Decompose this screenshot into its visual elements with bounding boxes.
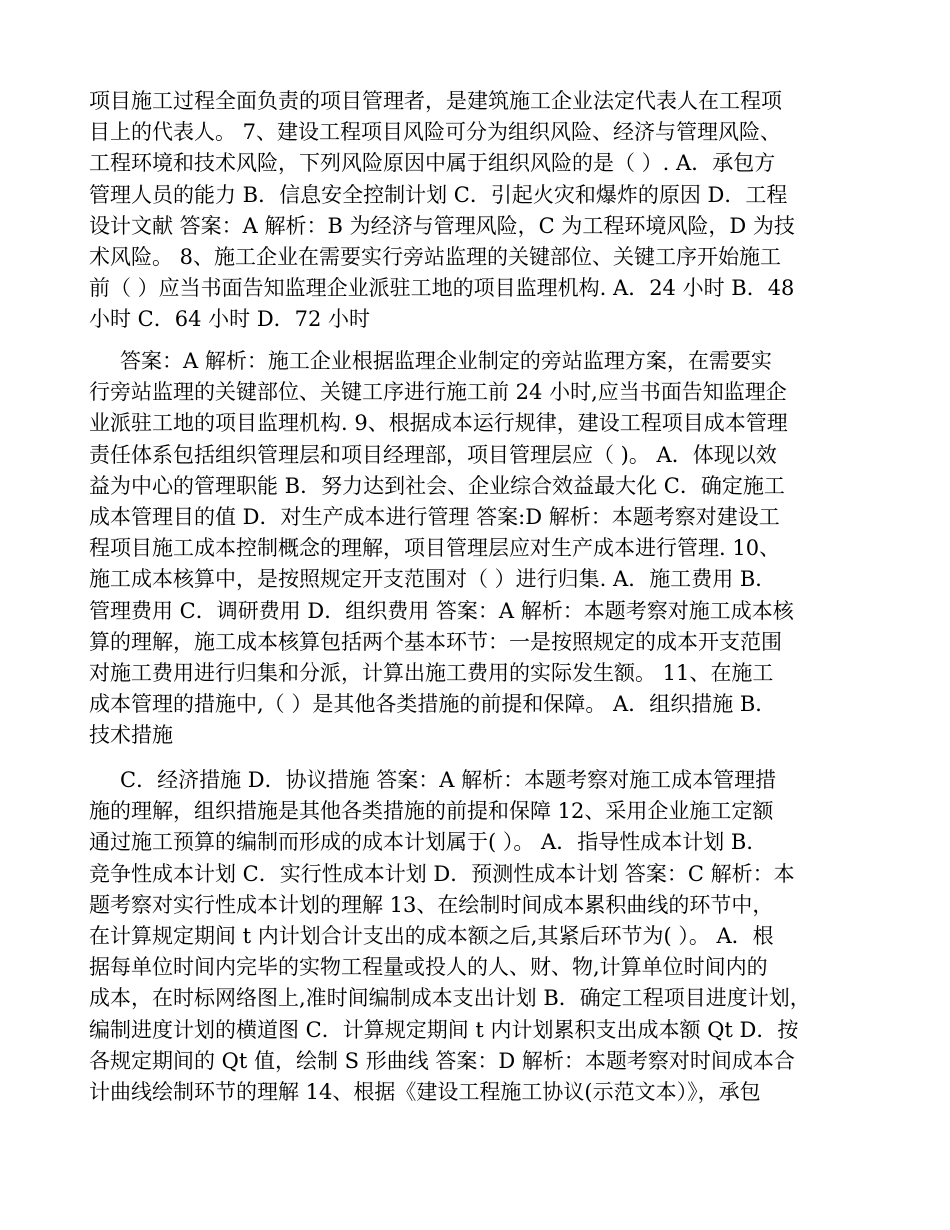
text-line: 管理费用 C．调研费用 D．组织费用 答案：A 解析：本题考察对施工成本核	[89, 598, 794, 623]
text-line: 在计算规定期间 t 内计划合计支出的成本额之后,其紧后环节为( ）。 A．根	[89, 924, 774, 949]
text-line: 竞争性成本计划 C．实行性成本计划 D．预测性成本计划 答案：C 解析：本	[89, 861, 795, 886]
text-line: C．经济措施 D．协议措施 答案：A 解析：本题考察对施工成本管理措	[120, 768, 777, 792]
text-line: 管理人员的能力 B．信息安全控制计划 C．引起火灾和爆炸的原因 D．工程	[89, 182, 788, 207]
text-line: 对施工费用进行归集和分派，计算出施工费用的实际发生额。 11、在施工	[89, 661, 774, 686]
text-line: 技术措施	[89, 723, 173, 748]
paragraph-3	[89, 765, 879, 1108]
text-line: 业派驻工地的项目监理机构. 9、根据成本运行规律，建设工程项目成本管理	[89, 411, 788, 436]
text-line: 工程环境和技术风险，下列风险原因中属于组织风险的是（ ）. A．承包方	[89, 151, 776, 176]
text-line: 施工成本核算中，是按照规定开支范围对（ ）进行归集. A．施工费用 B．	[89, 567, 777, 592]
text-line: 算的理解，施工成本核算包括两个基本环节：一是按照规定的成本开支范围	[89, 629, 782, 654]
text-line: 设计文献 答案：A 解析：B 为经济与管理风险，C 为工程环境风险，D 为技	[89, 213, 795, 238]
text-line: 责任体系包括组织管理层和项目经理部，项目管理层应（ )。 A．体现以效	[89, 442, 777, 467]
text-line: 成本，在时标网络图上,准时间编制成本支出计划 B．确定工程项目进度计划，	[89, 986, 811, 1011]
text-line: 计曲线绘制环节的理解 14、根据《建设工程施工协议(示范文本）》，承包	[89, 1080, 761, 1105]
text-line: 据每单位时间内完毕的实物工程量或投人的人、财、物,计算单位时间内的	[89, 955, 768, 980]
text-line: 术风险。 8、施工企业在需要实行旁站监理的关键部位、关键工序开始施工	[89, 245, 782, 270]
text-line: 小时 C．64 小时 D．72 小时	[89, 307, 371, 332]
text-line: 行旁站监理的关键部位、关键工序进行施工前 24 小时,应当书面告知监理企	[89, 380, 787, 405]
text-line: 成本管理目的值 D．对生产成本进行管理 答案:D 解析：本题考察对建设工	[89, 505, 780, 530]
paragraph-2	[89, 346, 879, 752]
paragraph-1	[89, 86, 879, 336]
text-line: 目上的代表人。 7、建设工程项目风险可分为组织风险、经济与管理风险、	[89, 120, 782, 145]
text-line: 各规定期间的 Qt 值，绘制 S 形曲线 答案：D 解析：本题考察对时间成本合	[89, 1048, 795, 1073]
text-line: 施的理解，组织措施是其他各类措施的前提和保障 12、采用企业施工定额	[89, 799, 774, 824]
text-line: 编制进度计划的横道图 C．计算规定期间 t 内计划累积支出成本额 Qt D．按	[89, 1017, 799, 1042]
text-line: 程项目施工成本控制概念的理解，项目管理层应对生产成本进行管理. 10、	[89, 536, 781, 561]
text-line: 成本管理的措施中,（ ）是其他各类措施的前提和保障。 A．组织措施 B．	[89, 692, 777, 717]
text-line: 通过施工预算的编制而形成的成本计划属于( ）。 A．指导性成本计划 B．	[89, 830, 768, 855]
text-line: 前（ ）应当书面告知监理企业派驻工地的项目监理机构. A．24 小时 B．48	[89, 276, 795, 301]
text-line: 项目施工过程全面负责的项目管理者，是建筑施工企业法定代表人在工程项	[89, 89, 782, 113]
text-line: 题考察对实行性成本计划的理解 13、在绘制时间成本累积曲线的环节中，	[89, 892, 774, 917]
text-line: 益为中心的管理职能 B．努力达到社会、企业综合效益最大化 C．确定施工	[89, 473, 785, 498]
text-line: 答案：A 解析：施工企业根据监理企业制定的旁站监理方案，在需要实	[120, 349, 772, 373]
